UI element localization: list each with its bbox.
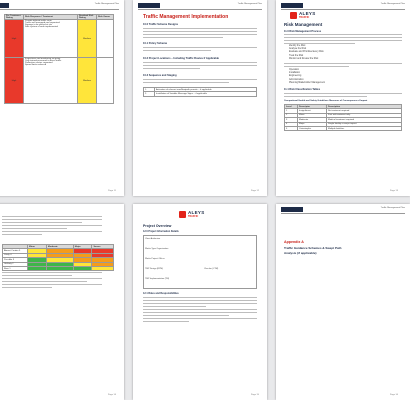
body-text xyxy=(143,79,257,85)
page-header xyxy=(281,207,405,214)
section-heading: 10.1 Policy Scheme xyxy=(143,42,168,45)
field-label: Works Type Organisation xyxy=(145,248,169,250)
body-text xyxy=(143,62,257,71)
treatment-line: Speed limits enforced xyxy=(25,64,47,66)
body-text xyxy=(143,297,257,324)
matrix-cell xyxy=(73,266,92,270)
treatment-line: Only trained personnel to direct traffic xyxy=(25,60,62,62)
table-header: Descriptor xyxy=(298,105,327,109)
document-page-2 xyxy=(133,0,267,196)
treatment-cell xyxy=(24,20,78,58)
page-header xyxy=(0,3,119,10)
logo-mark-icon xyxy=(179,211,186,218)
table-cell: Minor xyxy=(298,113,327,117)
document-page-4 xyxy=(0,204,124,400)
brand-logo xyxy=(179,210,205,218)
sequence-table xyxy=(143,87,257,97)
body-text xyxy=(284,93,402,99)
treatment-line: Signage to be placed at site xyxy=(25,24,52,26)
field-label: Works Project Officer xyxy=(145,258,165,260)
list-item: • Planning/Stakeholder Management xyxy=(289,82,325,85)
page-footer: Page 15 xyxy=(250,394,259,396)
likelihood-label: Possible 3 xyxy=(3,258,28,262)
appendix-subtitle: Analysis (if applicable) xyxy=(284,251,317,255)
likelihood-label: Unlikely 2 xyxy=(3,262,28,266)
page-footer: Page 12 xyxy=(250,190,259,192)
header-doc-title: Traffic Management Plan xyxy=(380,3,405,5)
table-cell: Medical treatment required xyxy=(327,118,402,122)
list-item: • Analyse the Risk xyxy=(289,48,324,51)
treatment-line: Safe system of work implemented xyxy=(25,26,58,28)
owner-cell xyxy=(97,58,114,104)
matrix-cell xyxy=(46,266,73,270)
page-title: Traffic Management Implementation xyxy=(143,14,229,20)
step-text: Installation of Variable Message Signs – if applicable xyxy=(155,92,257,96)
matrix-cell xyxy=(92,266,114,270)
section-heading: 10.0 Traffic Scheme Designs xyxy=(143,23,179,26)
treatment-line: Inspections and monitoring on-going xyxy=(25,58,61,60)
table-cell: 1 xyxy=(285,109,298,113)
treatment-line: Pedestrian routes separated xyxy=(25,62,53,64)
document-page-5 xyxy=(133,204,267,400)
body-text xyxy=(2,216,102,237)
table-header: Pre Treatment Rating xyxy=(5,15,24,20)
risk-matrix xyxy=(2,244,114,271)
likelihood-label: Rare 1 xyxy=(3,266,28,270)
table-header: Risk Response / Treatment xyxy=(24,15,78,20)
treatment-cell xyxy=(24,58,78,104)
table-cell: Multiple fatalities xyxy=(327,126,402,130)
company-logo xyxy=(0,3,9,8)
step-number: 1. xyxy=(144,88,155,92)
table-row xyxy=(285,126,402,130)
body-text xyxy=(143,28,257,40)
matrix-header: Severe xyxy=(92,245,114,249)
table-cell: Moderate xyxy=(298,118,327,122)
rating-cell: Medium xyxy=(78,20,97,58)
table-cell: Single fatality or major impact xyxy=(327,122,402,126)
list-item: • Monitor and Review the Risk xyxy=(289,58,324,61)
document-page-6 xyxy=(276,204,410,400)
logo-text: ALEYS TRAFFIC xyxy=(188,210,205,218)
rating-cell: High xyxy=(5,20,24,58)
matrix-row xyxy=(3,266,114,270)
page-footer: Page 13 xyxy=(389,190,398,192)
section-heading: 12.1 Roles and Responsibilities xyxy=(143,292,179,295)
table-cell: Catastrophic xyxy=(298,126,327,130)
matrix-header: Major xyxy=(73,245,92,249)
likelihood-label: Almost Certain 5 xyxy=(3,249,28,253)
table-cell: First aid treatment only xyxy=(327,113,402,117)
brand-logo xyxy=(290,11,316,19)
risk-treatment-table xyxy=(4,14,114,104)
page-title: Project Overview xyxy=(143,224,172,228)
header-doc-title: Traffic Management Plan xyxy=(237,3,262,5)
table-cell: Major xyxy=(298,122,327,126)
page-header xyxy=(138,3,262,10)
logo-mark-icon xyxy=(290,12,297,19)
table-cell: 5 xyxy=(285,126,298,130)
risk-areas-list xyxy=(284,69,325,85)
logo-text: ALEYS TRAFFIC xyxy=(299,11,316,19)
section-heading: 10.3 Sequence and Staging xyxy=(143,74,177,77)
company-logo xyxy=(281,3,303,8)
appendix-subtitle: Traffic Guidance Schemes & Swept Path xyxy=(284,246,342,250)
list-item: • Evaluate and Prioritise Every Risk xyxy=(289,51,324,54)
table-cell: No treatment required xyxy=(327,109,402,113)
table-header: Description xyxy=(327,105,402,109)
field-label: Client Authorisor xyxy=(145,238,161,240)
project-info-form xyxy=(143,235,257,289)
document-page-1 xyxy=(0,0,124,196)
company-logo xyxy=(281,207,303,212)
table-header: Risk Owner xyxy=(97,15,114,20)
section-heading: 11.1 Risk Classification Tables xyxy=(284,88,321,91)
list-item: • Treat the Risk xyxy=(289,55,324,58)
step-text: Activation of relevant road/footpath permits – if applicable xyxy=(155,88,257,92)
matrix-cell xyxy=(28,266,47,270)
treatment-line: Provide defined traffic route xyxy=(25,20,52,22)
section-heading: 11.0 Risk Management Process xyxy=(284,30,322,33)
list-item: • Identify the Risk xyxy=(289,45,324,48)
table-cell: 2 xyxy=(285,113,298,117)
rating-cell: Medium xyxy=(78,58,97,104)
list-item: • Installation xyxy=(289,72,325,75)
consequence-table xyxy=(284,104,402,131)
header-doc-title: Traffic Management Plan xyxy=(94,3,119,5)
page-footer: Page 11 xyxy=(108,190,116,192)
list-item: • Administration xyxy=(289,79,325,82)
field-label: Checker (CTM) xyxy=(204,268,219,270)
section-heading: 12.0 Project Information Details xyxy=(143,230,179,233)
list-item: • Operation xyxy=(289,69,325,72)
header-doc-title: Traffic Management Plan xyxy=(380,207,405,209)
rating-cell: High xyxy=(5,58,24,104)
document-page-3 xyxy=(276,0,410,196)
likelihood-label: Likely 4 xyxy=(3,253,28,257)
owner-cell xyxy=(97,20,114,58)
table-header: Residual Risk Rating xyxy=(78,15,97,20)
treatment-line: Traffic well managed and separated xyxy=(25,22,60,24)
matrix-header: Minor xyxy=(28,245,47,249)
step-number: 2. xyxy=(144,92,155,96)
appendix-title: Appendix A xyxy=(284,240,304,244)
section-heading: 10.2 Project Locations – Including Traffic Routes if Applicable xyxy=(143,57,220,60)
page-header xyxy=(281,3,405,10)
table-cell: Insignificant xyxy=(298,109,327,113)
table-header: Level xyxy=(285,105,298,109)
page-footer: Page 14 xyxy=(107,394,116,396)
page-title: Risk Management xyxy=(284,22,323,27)
field-label: TMP Design (RPM) xyxy=(145,268,163,270)
table-title: Occupational Health and Safety Guidelines Measures of Consequence of Impact xyxy=(284,100,368,102)
field-label: TMP Implementation (TM) xyxy=(145,278,170,280)
matrix-header: Moderate xyxy=(46,245,73,249)
body-text xyxy=(2,272,102,290)
company-logo xyxy=(138,3,160,8)
page-footer: Page 16 xyxy=(389,394,398,396)
list-item: • Engineering xyxy=(289,75,325,78)
table-cell: 3 xyxy=(285,118,298,122)
table-cell: 4 xyxy=(285,122,298,126)
body-text xyxy=(143,47,257,53)
risk-process-list xyxy=(284,45,324,61)
